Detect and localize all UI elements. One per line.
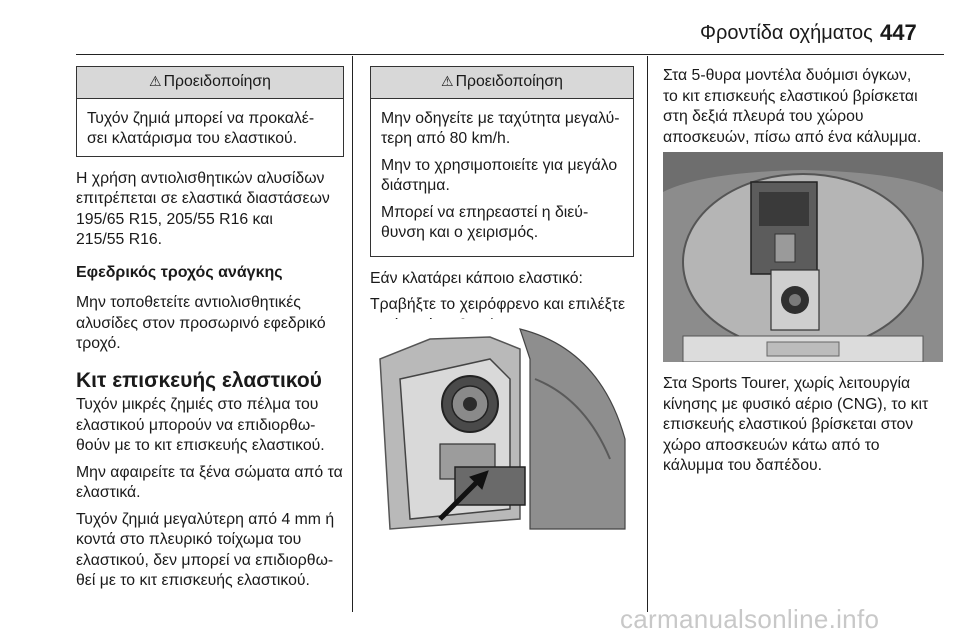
paragraph-handbrake: Τραβήξτε το χειρόφρενο και επιλέξτε: [370, 296, 626, 313]
warning-title: Προειδοποίηση: [163, 73, 271, 90]
paragraph-chains: Η χρήση αντιολισθητικών αλυσίδων επιτρέπεται σε ελαστικά διαστάσεων 195/65 R15, 205/55 R16 και 215/55 R16.: [76, 169, 330, 248]
warning-header-2: [371, 67, 633, 99]
warning-text-2: Μην οδηγείτε με ταχύτητα μεγαλύ- τερη από 80 km/h. Μην το χρησιμοποιείτε για μεγάλο διάστημα. Μπορεί να επηρεαστεί η διεύ- θυνση και ο χειρισμός.: [381, 109, 620, 241]
paragraph-kit-1: Τυχόν μικρές ζημιές στο πέλμα του ελαστικού μπορούν να επιδιορθω- θούν με το κιτ επισκευής ελαστικού.: [76, 396, 325, 454]
figure-repair-kit-compartment: [370, 319, 632, 535]
warning-text: Τυχόν ζημιά μπορεί να προκαλέ- σει κλατάρισμα του ελαστικού.: [87, 109, 315, 147]
column-1: [76, 66, 344, 598]
paragraph-hatchback: Στα 5-θυρα μοντέλα δυόμισι όγκων, το κιτ επισκευής ελαστικού βρίσκεται στη δεξιά πλευρά του χώρου αποσκευών, πίσω από ένα κάλυμμα.: [663, 67, 922, 146]
warning-box: [76, 66, 344, 157]
watermark: carmanualsonline.info: [620, 604, 880, 634]
page-number: 447: [880, 20, 917, 45]
paragraph-kit-2: Μην αφαιρείτε τα ξένα σώματα από τα ελαστικά.: [76, 463, 343, 501]
column-3-lower: [663, 374, 947, 483]
paragraph-sports-tourer: Στα Sports Tourer, χωρίς λειτουργία κίνησης με φυσικό αέριο (CNG), το κιτ επισκευής ελαστικού βρίσκεται στον χώρο αποσκευών κάτω από το κάλυμμα του δαπέδου.: [663, 375, 929, 474]
warning-triangle-icon: ⚠: [441, 73, 454, 89]
cover-latch: [455, 467, 525, 505]
heading-spare-wheel: Εφεδρικός τροχός ανάγκης: [76, 263, 283, 281]
paragraph-flat-tyre: Εάν κλατάρει κάποιο ελαστικό:: [370, 269, 583, 287]
warning-title-2: Προειδοποίηση: [455, 73, 563, 90]
warning-header: [77, 67, 343, 99]
column-divider-1: [352, 56, 353, 612]
column-3: [663, 66, 947, 154]
column-divider-2: [647, 56, 648, 612]
warning-box-2: [370, 66, 634, 257]
running-header-title: Φροντίδα οχήματος: [700, 22, 873, 44]
paragraph-kit-3: Τυχόν ζημιά μεγαλύτερη από 4 mm ή κοντά στο πλευρικό τοίχωμα του ελαστικού, δεν μπορεί να επιδιορθω- θεί με το κιτ επισκευής ελαστικού.: [76, 510, 335, 589]
column-2: [370, 66, 634, 342]
warning-triangle-icon: ⚠: [149, 73, 162, 89]
header-rule: [76, 54, 944, 55]
heading-repair-kit: Κιτ επισκευής ελαστικού: [76, 368, 322, 392]
paragraph-spare: Μην τοποθετείτε αντιολισθητικές αλυσίδες στον προσωρινό εφεδρικό τροχό.: [76, 294, 326, 352]
figure-underfloor-kit: [663, 152, 943, 362]
